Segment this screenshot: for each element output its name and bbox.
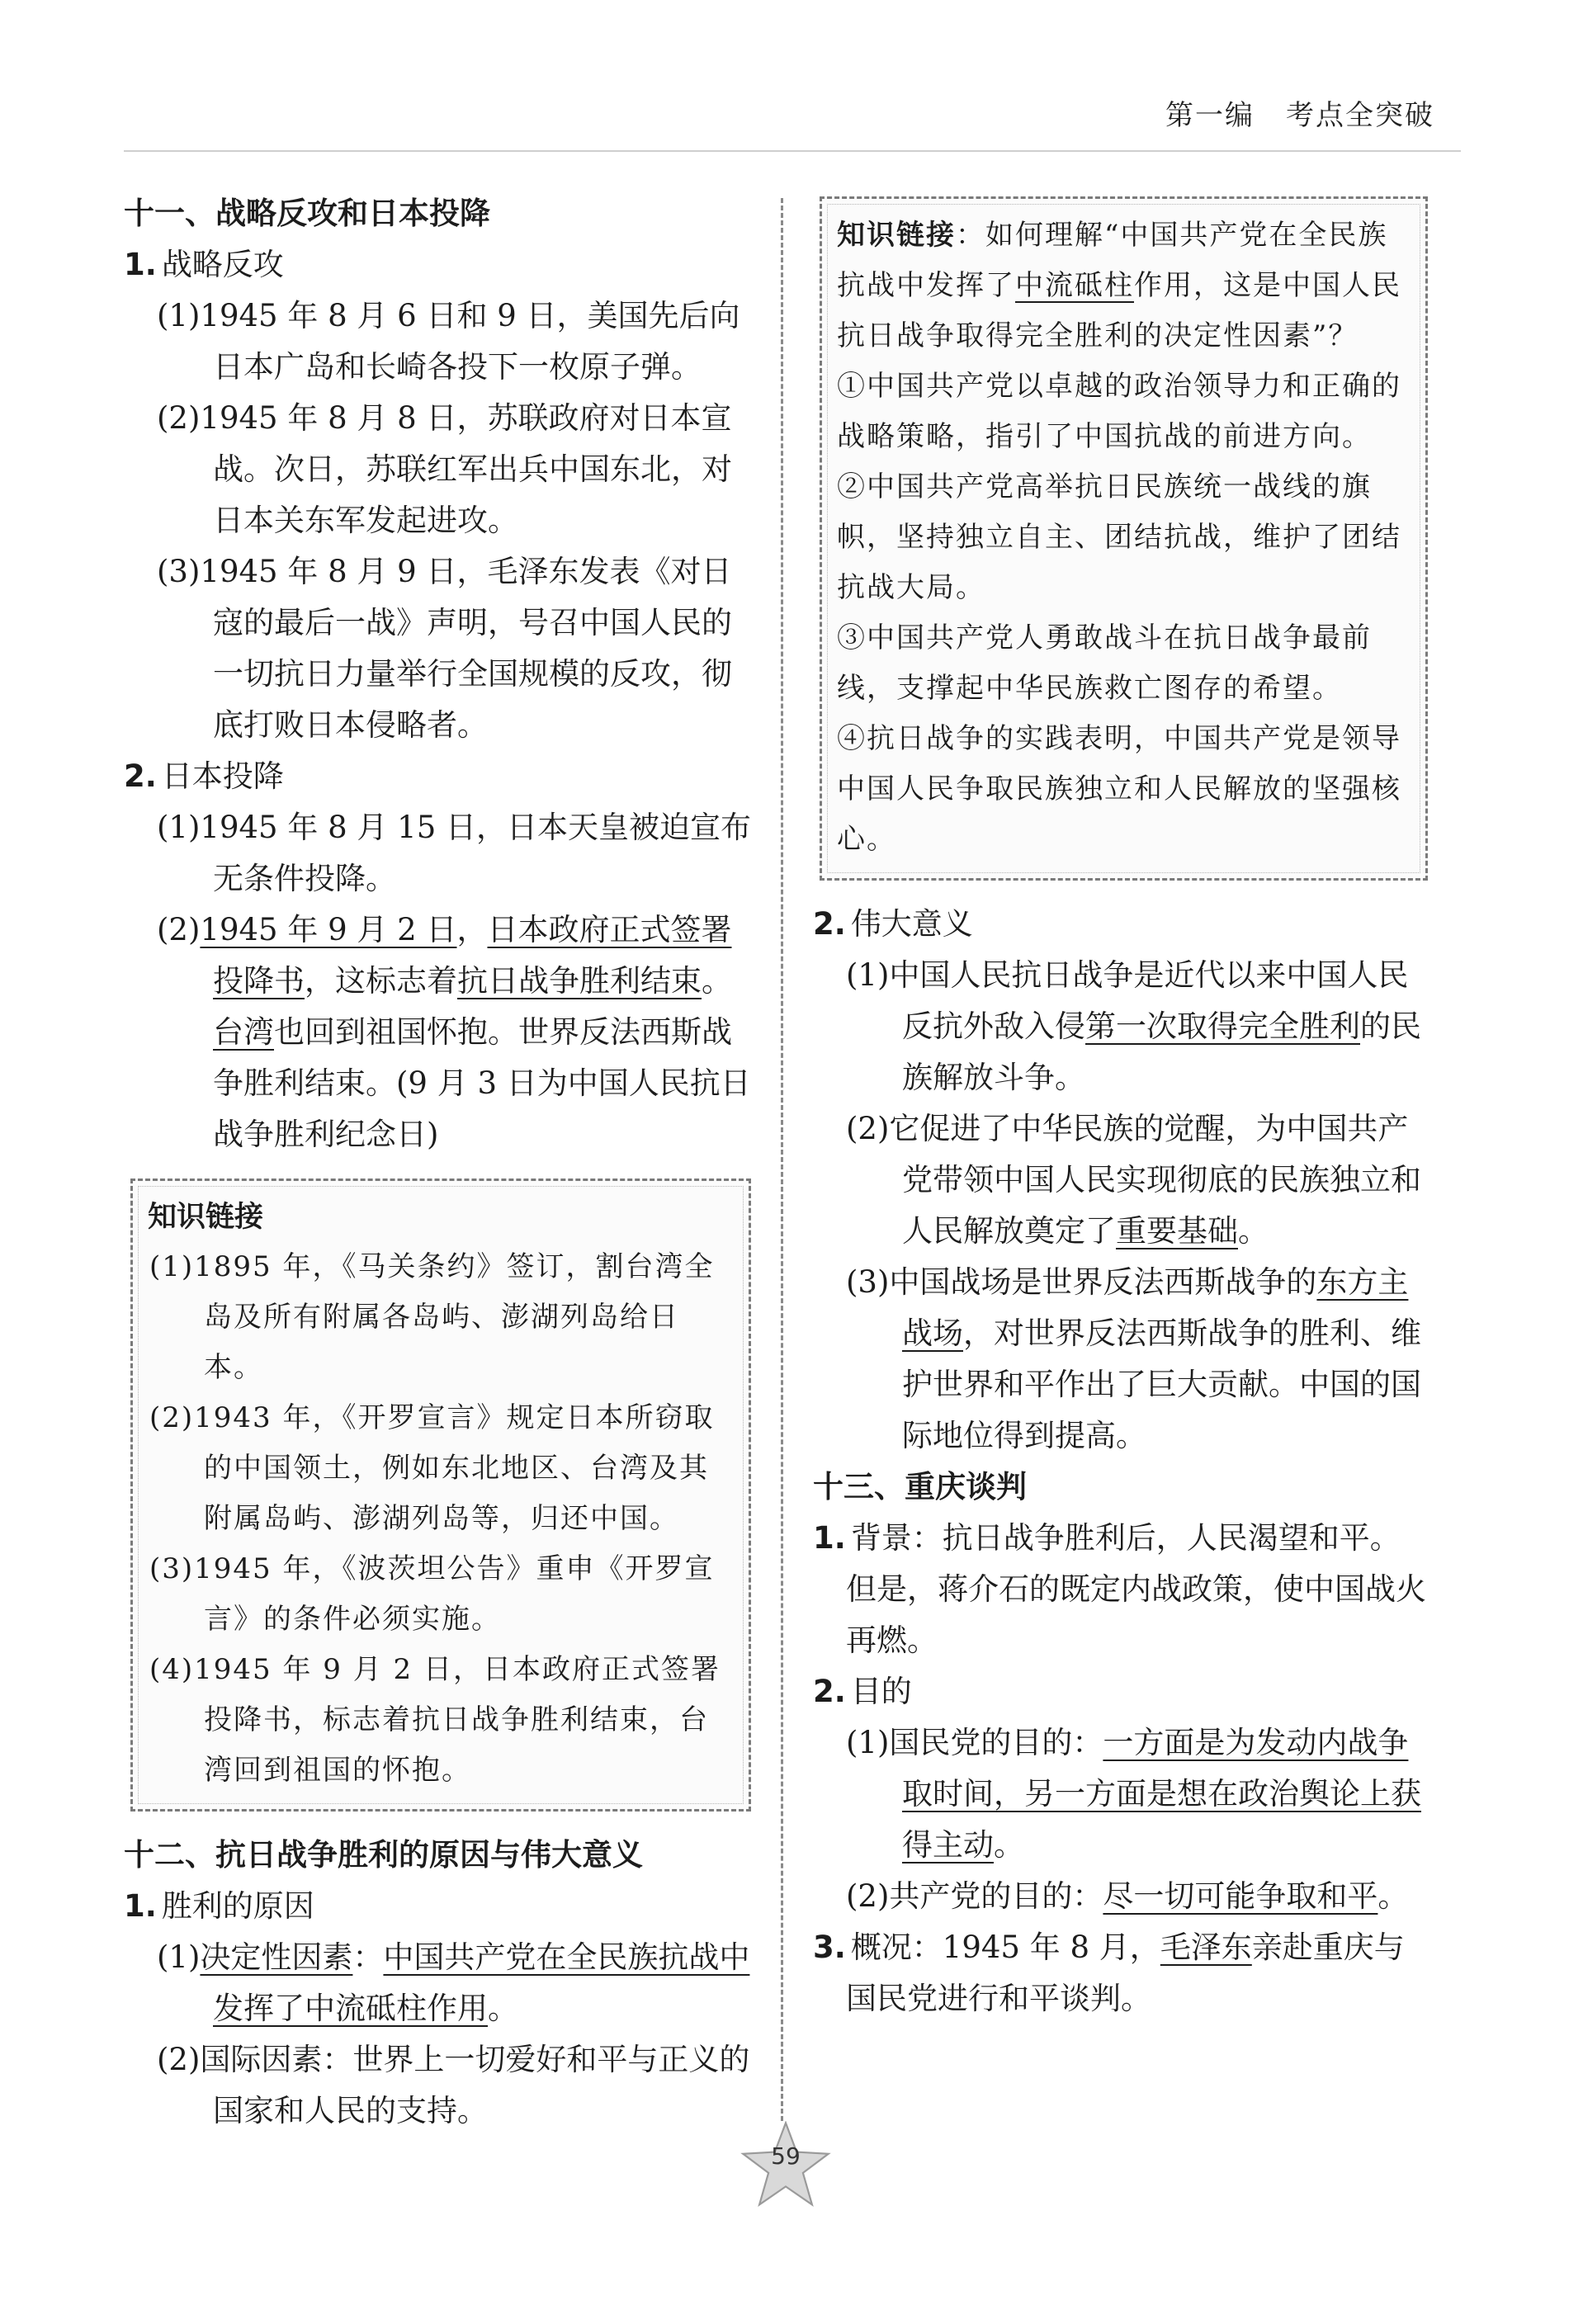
- knowledge-link-label: 知识链接: [837, 219, 956, 252]
- knowledge-link-point-1: ①中国共产党以卓越的政治领导力和正确的战略策略，指引了中国抗战的前进方向。: [837, 370, 1401, 453]
- underlined-answer: 1945 年 9 月 2 日: [200, 912, 457, 947]
- s13-sub3-number: 3.: [813, 1930, 846, 1965]
- s11-sub2-heading: [124, 751, 751, 802]
- text-run: 亲赴重庆与国民党进行和平谈判。: [846, 1930, 1405, 2016]
- header-part: 第一编: [1165, 99, 1255, 132]
- s11-sub2-item-1: (1)1945 年 8 月 15 日，日本天皇被迫宣布无条件投降。: [157, 810, 751, 896]
- text-run: ：如何理解“中国共产党在全民族抗战中发挥了: [837, 219, 1388, 302]
- knowledge-link-item-3: (3)1945 年，《波茨坦公告》重申《开罗宣言》的条件必须实施。: [149, 1552, 715, 1636]
- knowledge-link-item-1: (1)1895 年，《马关条约》签订，割台湾全岛及所有附属各岛屿、澎湖列岛给日本。: [149, 1250, 715, 1384]
- s12-sub2-item-3: [813, 1257, 1428, 1462]
- underlined-answer: 中国共产党在全民族抗战中发挥了中流砥柱作用: [213, 1939, 750, 2026]
- underlined-answer: 毛泽东: [1160, 1930, 1252, 1965]
- s12-sub2-title: 伟大意义: [850, 906, 973, 942]
- text-run: (1)中国人民抗日战争是近代以来中国人民反抗外敌入侵: [846, 957, 1409, 1044]
- underlined-answer: 决定性因素: [200, 1939, 353, 1975]
- right-column: [813, 196, 1428, 2024]
- text-run: (2)它促进了中华民族的觉醒，为中国共产党带领中国人民实现彻底的民族独立和人民解放奠定了: [846, 1111, 1421, 1249]
- underlined-answer: 东方主战场: [902, 1264, 1409, 1351]
- section-12-title: 十二、抗日战争胜利的原因与伟大意义: [124, 1837, 643, 1873]
- underlined-answer: 第一次取得完全胜利: [1085, 1008, 1360, 1044]
- text-run: 。: [1377, 1878, 1409, 1914]
- s12-sub1-heading: [124, 1881, 751, 1932]
- page-number: 59: [771, 2142, 801, 2170]
- s12-sub1-item-1: [124, 1932, 751, 2034]
- knowledge-link-item-2: (2)1943 年，《开罗宣言》规定日本所窃取的中国领土，例如东北地区、台湾及其附属岛屿、澎湖列岛等，归还中国。: [149, 1401, 715, 1535]
- s11-sub2-number: 2.: [124, 758, 157, 794]
- underlined-answer: 台湾: [213, 1014, 274, 1050]
- s13-sub1: [813, 1513, 1428, 1666]
- s12-sub1-number: 1.: [124, 1888, 157, 1924]
- s13-sub2-item-1: [813, 1717, 1428, 1871]
- s13-sub2-number: 2.: [813, 1674, 846, 1709]
- text-run: ，这标志着: [305, 963, 457, 999]
- section-11-title: 十一、战略反攻和日本投降: [124, 196, 490, 231]
- underlined-answer: 中流砥柱: [1015, 269, 1134, 302]
- s13-sub2-heading: [813, 1666, 1428, 1717]
- s11-sub1-number: 1.: [124, 247, 157, 282]
- text-run: ，: [456, 912, 488, 947]
- knowledge-link-item-4: (4)1945 年 9 月 2 日，日本政府正式签署投降书，标志着抗日战争胜利结束，台湾回到祖国的怀抱。: [149, 1653, 721, 1787]
- s12-sub2-heading: [813, 899, 1428, 950]
- s13-sub1-number: 1.: [813, 1520, 846, 1556]
- s12-sub1-title: 胜利的原因: [161, 1888, 314, 1924]
- left-column: [124, 188, 751, 2137]
- header-rule: [124, 150, 1461, 152]
- page-header: [1134, 92, 1434, 133]
- text-run: 。: [1238, 1213, 1269, 1249]
- knowledge-link-point-4: ④抗日战争的实践表明，中国共产党是领导中国人民争取民族独立和人民解放的坚强核心。: [837, 722, 1401, 856]
- knowledge-link-point-2: ②中国共产党高举抗日民族统一战线的旗帜，坚持独立自主、团结抗战，维护了团结抗战大局。: [837, 470, 1401, 604]
- knowledge-link-question: [837, 210, 1411, 361]
- text-run: 的民族解放斗争。: [902, 1008, 1421, 1095]
- s11-sub1-title: 战略反攻: [161, 247, 284, 282]
- knowledge-link-box-2: [820, 196, 1428, 881]
- underlined-answer: 重要基础: [1116, 1213, 1238, 1249]
- s11-sub1-heading: [124, 239, 751, 290]
- text-run: (1): [157, 1939, 201, 1975]
- text-run: ，对世界反法西斯战争的胜利、维护世界和平作出了巨大贡献。中国的国际地位得到提高。: [902, 1316, 1421, 1453]
- header-title: 考点全突破: [1286, 99, 1434, 132]
- knowledge-link-point-3: ③中国共产党人勇敢战斗在抗日战争最前线，支撑起中华民族救亡图存的希望。: [837, 621, 1372, 705]
- text-run: 概况：1945 年 8 月，: [850, 1930, 1160, 1965]
- s13-sub1-text: 背景：抗日战争胜利后，人民渴望和平。但是，蒋介石的既定内战政策，使中国战火再燃。: [846, 1520, 1426, 1658]
- s12-sub2-item-1: [813, 950, 1428, 1103]
- underlined-answer: 抗日战争胜利结束: [457, 963, 702, 999]
- text-run: 。: [994, 1827, 1024, 1863]
- text-run: (2): [157, 912, 201, 947]
- knowledge-link-box-1: [130, 1179, 751, 1811]
- text-run: (1)国民党的目的：: [846, 1725, 1103, 1760]
- knowledge-link-title: 知识链接: [148, 1201, 264, 1234]
- s12-sub2-item-2: [813, 1103, 1428, 1257]
- text-run: 也回到祖国怀抱。世界反法西斯战争胜利结束。(9 月 3 日为中国人民抗日战争胜利纪念日): [213, 1014, 751, 1152]
- text-run: ：: [352, 1939, 384, 1975]
- underlined-answer: 日本政府正式签署投降书: [213, 912, 732, 999]
- s11-sub1-item-2: (2)1945 年 8 月 8 日，苏联政府对日本宣战。次日，苏联红军出兵中国东北，对日本关东军发起进攻。: [157, 400, 732, 538]
- s13-sub2-title: 目的: [850, 1674, 912, 1709]
- column-divider: [781, 198, 783, 2121]
- s13-sub2-item-2: [813, 1871, 1428, 1922]
- underlined-answer: 一方面是为发动内战争取时间，另一方面是想在政治舆论上获得主动: [902, 1725, 1421, 1863]
- text-run: 。: [702, 963, 732, 999]
- text-run: (2)共产党的目的：: [846, 1878, 1103, 1914]
- s11-sub1-item-1: (1)1945 年 8 月 6 日和 9 日，美国先后向日本广岛和长崎各投下一枚原子弹。: [157, 298, 740, 385]
- s11-sub2-title: 日本投降: [161, 758, 284, 794]
- s13-sub3: [813, 1922, 1428, 2024]
- s11-sub1-item-3: (3)1945 年 8 月 9 日，毛泽东发表《对日寇的最后一战》声明，号召中国人民的一切抗日力量举行全国规模的反攻，彻底打败日本侵略者。: [157, 554, 732, 743]
- text-run: 。: [488, 1991, 518, 2026]
- text-run: 作用，这是中国人民抗日战争取得完全胜利的决定性因素”？: [837, 269, 1401, 352]
- underlined-answer: 尽一切可能争取和平: [1103, 1878, 1378, 1914]
- s12-sub1-item-2: (2)国际因素：世界上一切爱好和平与正义的国家和人民的支持。: [157, 2042, 750, 2128]
- section-13-title: 十三、重庆谈判: [813, 1469, 1027, 1504]
- s11-sub2-item-2: [124, 905, 751, 1160]
- text-run: (3)中国战场是世界反法西斯战争的: [846, 1264, 1317, 1300]
- s12-sub2-number: 2.: [813, 906, 846, 942]
